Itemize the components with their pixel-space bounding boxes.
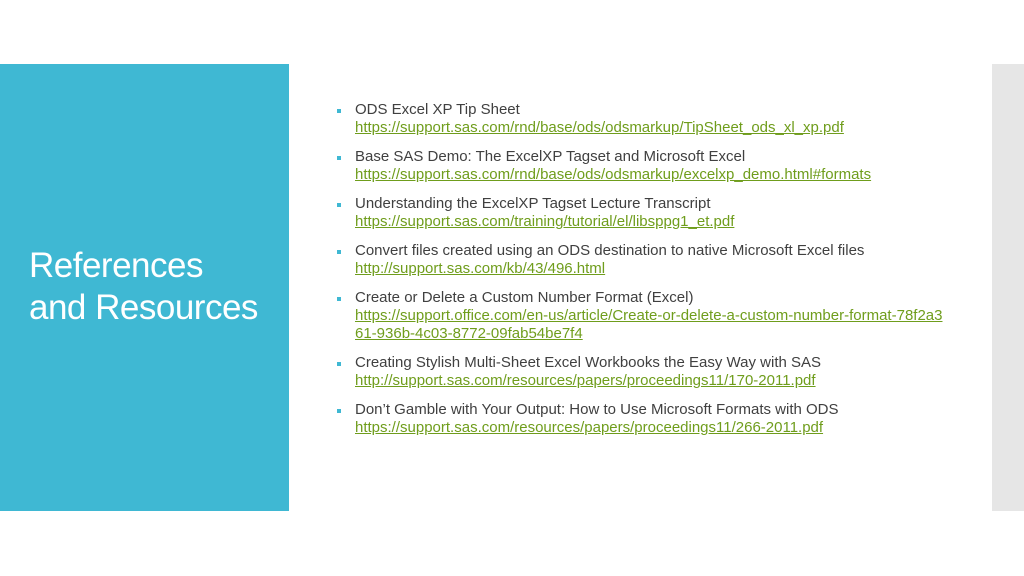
reference-title: Creating Stylish Multi-Sheet Excel Workbooks the Easy Way with SAS xyxy=(355,354,822,371)
reference-link[interactable]: https://support.office.com/en-us/article/Create-or-delete-a-custom-number-format-78f2a361-936b-4c03-8772-09fab54be7f4 xyxy=(355,307,943,342)
reference-title: Create or Delete a Custom Number Format (Excel) xyxy=(355,289,694,306)
bullet-icon xyxy=(337,156,341,160)
bullet-icon xyxy=(337,297,341,301)
reference-link[interactable]: http://support.sas.com/kb/43/496.html xyxy=(355,260,606,277)
slide-title-line-1: References xyxy=(29,246,203,285)
reference-title: Don’t Gamble with Your Output: How to Use Microsoft Formats with ODS xyxy=(355,401,839,418)
bullet-icon xyxy=(337,250,341,254)
reference-title: Base SAS Demo: The ExcelXP Tagset and Microsoft Excel xyxy=(355,148,746,165)
reference-title: Understanding the ExcelXP Tagset Lecture Transcript xyxy=(355,195,711,212)
reference-list xyxy=(337,101,947,448)
reference-item xyxy=(337,101,947,137)
reference-item xyxy=(337,242,947,278)
reference-item xyxy=(337,148,947,184)
reference-item xyxy=(337,401,947,437)
bullet-icon xyxy=(337,362,341,366)
reference-title: Convert files created using an ODS destination to native Microsoft Excel files xyxy=(355,242,865,259)
reference-title: ODS Excel XP Tip Sheet xyxy=(355,101,520,118)
reference-link[interactable]: https://support.sas.com/resources/papers/proceedings11/266-2011.pdf xyxy=(355,419,824,436)
right-side-strip xyxy=(992,64,1024,511)
reference-link[interactable]: https://support.sas.com/rnd/base/ods/odsmarkup/TipSheet_ods_xl_xp.pdf xyxy=(355,119,844,136)
bullet-icon xyxy=(337,109,341,113)
slide-title-line-2: and Resources xyxy=(29,288,258,327)
reference-link[interactable]: https://support.sas.com/training/tutorial/el/libsppg1_et.pdf xyxy=(355,213,735,230)
slide-title xyxy=(29,245,279,329)
reference-link[interactable]: https://support.sas.com/rnd/base/ods/odsmarkup/excelxp_demo.html#formats xyxy=(355,166,872,183)
reference-item xyxy=(337,289,947,343)
reference-link[interactable]: http://support.sas.com/resources/papers/proceedings11/170-2011.pdf xyxy=(355,372,816,389)
reference-item xyxy=(337,354,947,390)
bullet-icon xyxy=(337,203,341,207)
reference-item xyxy=(337,195,947,231)
bullet-icon xyxy=(337,409,341,413)
